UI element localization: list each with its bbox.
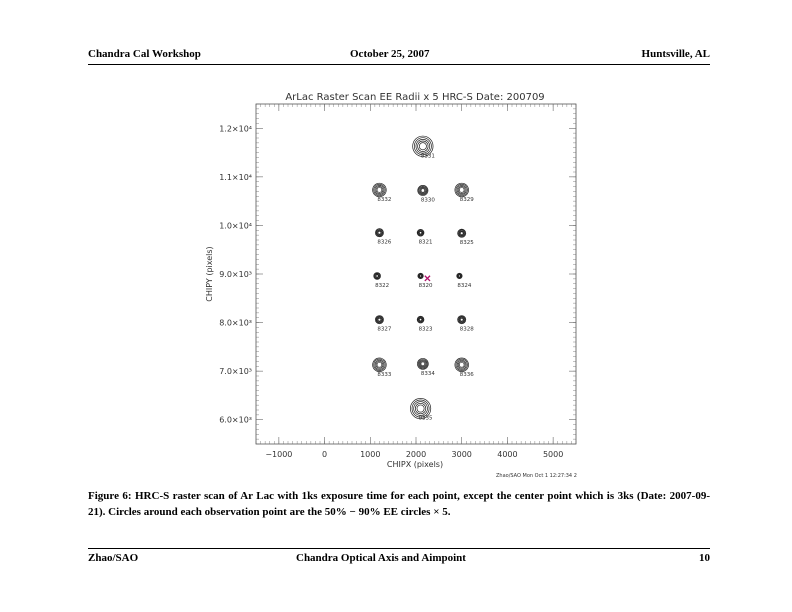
ee-circle: [420, 275, 422, 277]
point-label: 8333: [377, 371, 392, 378]
y-tick-label: 1.2×10⁴: [219, 124, 252, 134]
footer-left: Zhao/SAO: [88, 552, 139, 564]
point-label: 8335: [418, 415, 433, 422]
ee-circle: [414, 138, 431, 155]
data-point: [417, 358, 435, 376]
point-label: 8327: [377, 326, 392, 333]
ee-circle: [421, 362, 425, 366]
y-tick-label: 7.0×10³: [219, 367, 252, 377]
data-point: [458, 316, 475, 333]
point-label: 8322: [375, 282, 390, 289]
data-point: [413, 136, 435, 159]
ee-circle: [374, 184, 385, 195]
point-label: 8323: [418, 326, 433, 333]
y-axis-label: CHIPY (pixels): [205, 246, 214, 302]
x-tick-label: 2000: [405, 450, 427, 459]
ee-circle: [419, 186, 428, 195]
x-tick-label: 3000: [451, 450, 472, 459]
point-label: 8326: [377, 239, 392, 246]
y-tick-label: 1.1×10⁴: [219, 172, 252, 182]
x-axis-label: CHIPX (pixels): [386, 460, 444, 469]
y-tick-label: 1.0×10⁴: [219, 221, 252, 231]
data-point: [455, 183, 474, 203]
chart-title: ArLac Raster Scan EE Radii x 5 HRC-S Date: 200709: [285, 92, 545, 103]
ee-circle: [459, 188, 464, 193]
footer-center: Chandra Optical Axis and Aimpoint: [296, 552, 466, 564]
ee-circle: [377, 188, 382, 193]
data-point: [417, 229, 432, 245]
point-label: 8321: [418, 239, 433, 246]
y-tick-label: 9.0×10³: [219, 270, 252, 279]
ee-circle: [456, 184, 467, 195]
ee-circle: [419, 143, 426, 150]
ee-circle: [421, 189, 425, 193]
data-point: [373, 183, 392, 203]
point-label: 8336: [459, 371, 474, 378]
ee-circle: [378, 318, 381, 321]
footer-rule: [88, 548, 710, 549]
data-point: [410, 398, 433, 421]
x-tick-label: 1000: [360, 450, 381, 459]
ee-circle: [459, 362, 464, 367]
ee-circle: [374, 359, 385, 370]
x-tick-label: 5000: [542, 450, 564, 459]
point-label: 8329: [459, 196, 474, 203]
header-left: Chandra Cal Workshop: [88, 48, 201, 60]
point-label: 8324: [457, 282, 472, 289]
ee-circle: [376, 275, 378, 277]
aimpoint-marker: [425, 276, 430, 281]
header-right: Huntsville, AL: [641, 48, 710, 60]
point-label: 8330: [420, 197, 435, 204]
data-point: [455, 358, 474, 378]
ee-circle: [378, 231, 381, 234]
ee-circle: [377, 362, 382, 367]
x-tick-label: 4000: [497, 450, 518, 459]
page-number: 10: [699, 552, 710, 564]
ee-circle: [460, 318, 463, 321]
y-tick-label: 6.0×10³: [219, 415, 252, 425]
ee-circle: [418, 359, 427, 368]
y-tick-label: 8.0×10³: [219, 318, 252, 328]
ee-circle: [456, 359, 467, 370]
figure-caption: Figure 6: HRC-S raster scan of Ar Lac with 1ks exposure time for each point, except the center point which is 3ks (Date: 2007-09-21). Circles around each observation point are the 50% − 90% EE circles × 5.: [88, 490, 710, 518]
point-label: 8334: [420, 370, 435, 377]
ee-circle: [419, 232, 421, 234]
ee-circle: [458, 275, 460, 277]
x-tick-label: 0: [322, 450, 328, 459]
data-point: [418, 185, 436, 203]
point-label: 8328: [459, 326, 474, 333]
point-label: 8320: [418, 282, 433, 289]
ee-circle: [412, 400, 429, 417]
point-label: 8331: [420, 153, 435, 160]
ee-circle: [417, 405, 424, 412]
data-point: [375, 229, 392, 246]
data-point: [375, 316, 392, 333]
data-point: [373, 358, 392, 378]
ee-circle: [419, 318, 421, 320]
ee-circle: [414, 402, 428, 416]
point-label: 8332: [377, 196, 392, 203]
ee-circle: [416, 139, 430, 153]
data-point: [374, 273, 389, 289]
header-center: October 25, 2007: [350, 48, 430, 60]
ee-circle: [460, 232, 463, 235]
plot-footnote: Zhao/SAO Mon Oct 1 12:27:34 2: [496, 473, 577, 479]
plot-frame: [256, 104, 576, 444]
data-point: [457, 273, 472, 289]
data-point: [458, 229, 475, 246]
point-label: 8325: [459, 240, 474, 247]
data-point: [417, 316, 433, 332]
x-tick-label: −1000: [265, 450, 293, 459]
